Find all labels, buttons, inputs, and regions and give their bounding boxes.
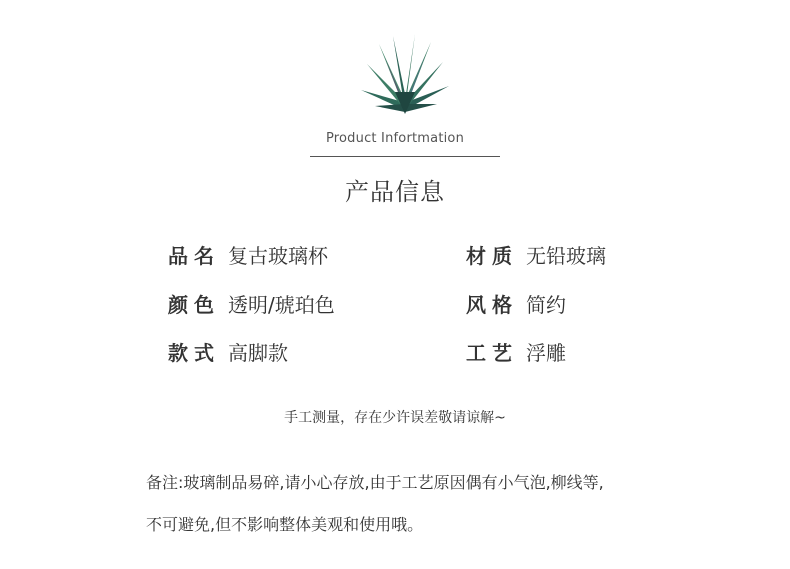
spec-key: 款式: [168, 341, 220, 365]
spec-value: 无铅玻璃: [526, 244, 606, 268]
agave-plant-icon: [355, 32, 455, 122]
spec-key: 品名: [168, 244, 220, 268]
spec-value: 简约: [526, 293, 566, 317]
spec-item: [168, 240, 328, 269]
subtitle-english: Product Infortmation: [325, 131, 465, 146]
divider: [310, 156, 500, 157]
remark-line-2: 不可避免,但不影响整体美观和使用哦。: [146, 515, 424, 534]
spec-key: 工艺: [466, 341, 518, 365]
spec-value: 高脚款: [228, 341, 288, 365]
remark-line-1: 备注:玻璃制品易碎,请小心存放,由于工艺原因偶有小气泡,柳线等,: [146, 473, 604, 492]
spec-item: [168, 289, 335, 318]
spec-item: [168, 337, 288, 366]
spec-value: 复古玻璃杯: [228, 244, 328, 268]
spec-key: 颜色: [168, 293, 220, 317]
spec-key: 材质: [466, 244, 518, 268]
measure-note: 手工测量，存在少许误差敬请谅解~: [284, 410, 506, 426]
spec-item: [466, 240, 606, 269]
spec-key: 风格: [466, 293, 518, 317]
page-title: 产品信息: [345, 178, 445, 206]
spec-item: [466, 337, 566, 366]
spec-value: 透明/琥珀色: [228, 293, 335, 317]
spec-item: [466, 289, 566, 318]
spec-value: 浮雕: [526, 341, 566, 365]
